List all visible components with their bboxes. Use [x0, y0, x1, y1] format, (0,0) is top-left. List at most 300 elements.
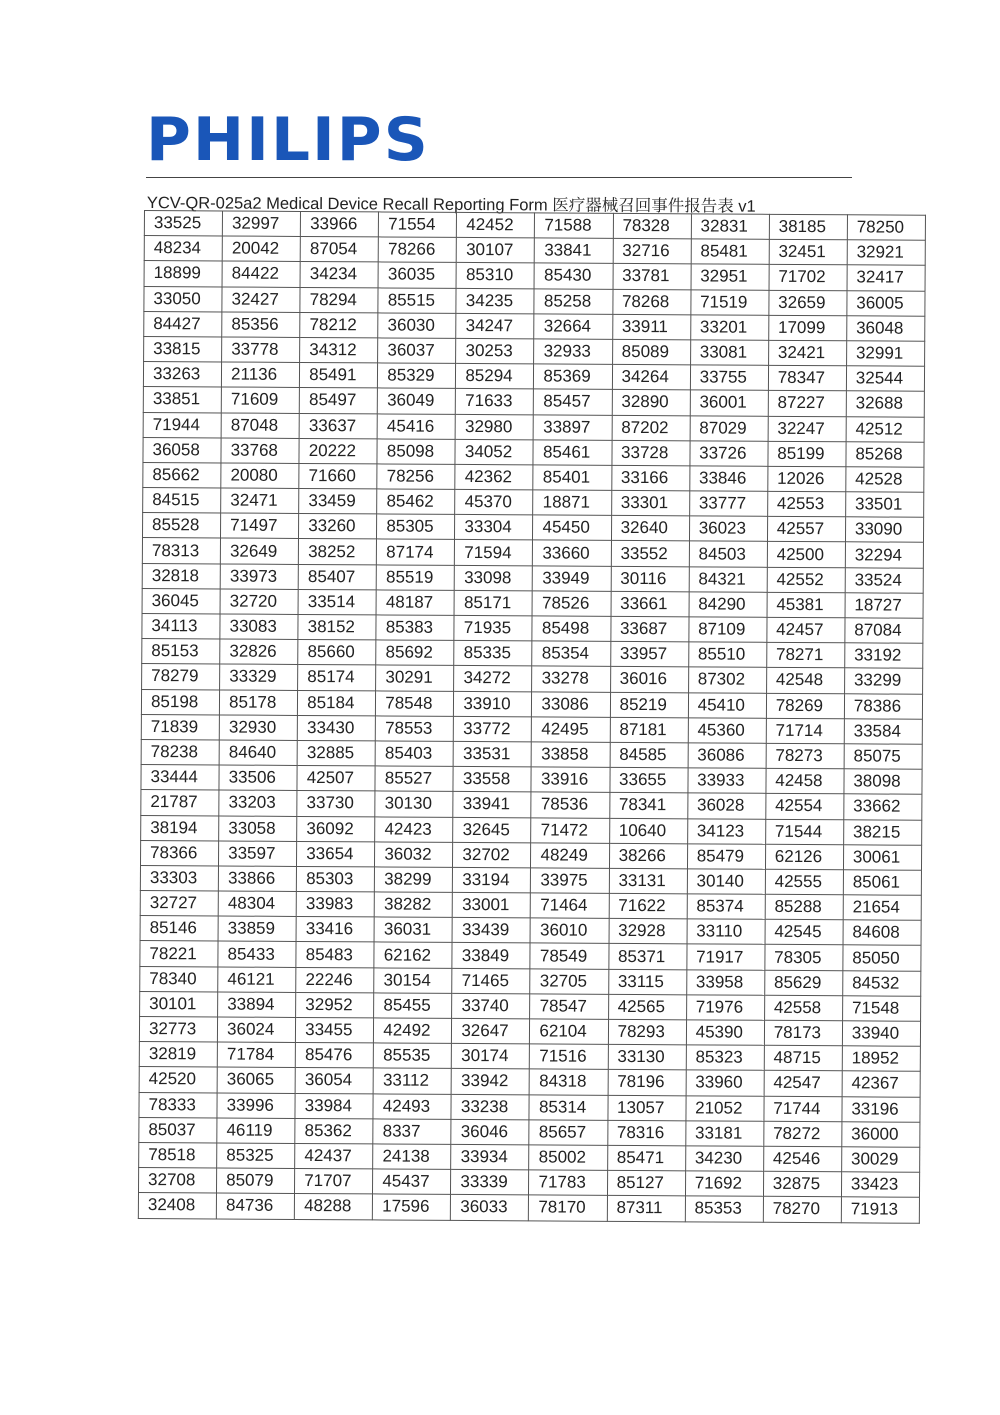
table-cell: 33203: [219, 790, 297, 816]
table-cell: 85371: [608, 944, 686, 970]
philips-logo: PHILIPS: [146, 105, 430, 175]
table-cell: 33781: [613, 264, 691, 290]
table-cell: 33654: [297, 841, 375, 867]
table-cell: 87174: [377, 539, 455, 565]
table-cell: 85455: [374, 993, 452, 1019]
table-cell: 78256: [377, 464, 455, 490]
table-cell: 32980: [455, 414, 533, 440]
table-cell: 62126: [765, 844, 843, 870]
table-cell: 34272: [454, 666, 532, 692]
table-cell: 33897: [534, 414, 612, 440]
table-cell: 85383: [376, 615, 454, 641]
table-cell: 71544: [765, 819, 843, 845]
table-cell: 85535: [374, 1043, 452, 1069]
table-cell: 71976: [686, 995, 764, 1021]
table-cell: 36046: [451, 1119, 529, 1145]
table-cell: 17099: [768, 315, 846, 341]
table-cell: 34052: [455, 439, 533, 465]
table-cell: 78170: [529, 1195, 607, 1221]
table-cell: 71594: [455, 540, 533, 566]
table-cell: 42423: [375, 816, 453, 842]
table-cell: 36028: [687, 793, 765, 819]
table-cell: 32640: [611, 516, 689, 542]
table-cell: 33660: [533, 540, 611, 566]
table-cell: 33846: [689, 466, 767, 492]
table-cell: 85314: [529, 1094, 607, 1120]
table-cell: 38252: [299, 539, 377, 565]
table-cell: 33949: [533, 566, 611, 592]
table-cell: 85325: [217, 1143, 295, 1169]
table-cell: 34312: [300, 337, 378, 363]
table-cell: 20042: [222, 236, 300, 262]
table-cell: 32427: [222, 287, 300, 313]
table-cell: 33260: [299, 514, 377, 540]
table-cell: 20080: [221, 463, 299, 489]
table-cell: 42565: [608, 994, 686, 1020]
table-cell: 71784: [217, 1042, 295, 1068]
table-cell: 78272: [764, 1121, 842, 1147]
table-cell: 85258: [534, 288, 612, 314]
table-cell: 32997: [222, 211, 300, 237]
table-cell: 85075: [844, 744, 922, 770]
table-cell: 33661: [611, 591, 689, 617]
table-cell: 85515: [378, 287, 456, 313]
table-cell: 42367: [842, 1071, 920, 1097]
table-cell: 32471: [221, 488, 299, 514]
table-cell: 42528: [846, 467, 924, 493]
table-cell: 32951: [691, 264, 769, 290]
table-cell: 71660: [299, 463, 377, 489]
table-cell: 42555: [765, 869, 843, 895]
table-cell: 33777: [689, 491, 767, 517]
table-cell: 32421: [768, 340, 846, 366]
table-cell: 78386: [844, 693, 922, 719]
table-cell: 85268: [846, 441, 924, 467]
table-cell: 45410: [688, 692, 766, 718]
table-cell: 85305: [377, 514, 455, 540]
recall-number-table-container: [138, 210, 926, 1223]
table-cell: 85127: [607, 1170, 685, 1196]
table-cell: 32664: [534, 314, 612, 340]
table-cell: 33086: [532, 691, 610, 717]
table-cell: 33081: [690, 340, 768, 366]
table-cell: 42546: [763, 1146, 841, 1172]
table-cell: 71935: [454, 615, 532, 641]
table-cell: 42458: [766, 768, 844, 794]
table-cell: 33941: [453, 792, 531, 818]
table-cell: 33131: [609, 868, 687, 894]
table-cell: 36000: [842, 1122, 920, 1148]
table-cell: 32408: [138, 1193, 216, 1219]
table-cell: 18871: [533, 490, 611, 516]
table-cell: 33506: [219, 765, 297, 791]
table-cell: 42457: [767, 617, 845, 643]
table-cell: 33459: [299, 489, 377, 515]
table-cell: 71472: [531, 817, 609, 843]
table-cell: 42512: [846, 416, 924, 442]
table-cell: 36032: [375, 842, 453, 868]
table-cell: 32885: [297, 740, 375, 766]
table-cell: 48234: [144, 236, 222, 262]
table-cell: 33942: [451, 1069, 529, 1095]
table-cell: 85481: [691, 239, 769, 265]
table-cell: 33525: [144, 211, 222, 237]
table-cell: 84318: [530, 1069, 608, 1095]
table-cell: 87181: [610, 717, 688, 743]
table-cell: 33196: [842, 1096, 920, 1122]
table-cell: 36058: [143, 437, 221, 463]
table-cell: 78333: [139, 1092, 217, 1118]
table-cell: 21654: [843, 895, 921, 921]
table-cell: 38299: [375, 867, 453, 893]
table-cell: 30140: [687, 869, 765, 895]
table-cell: 71707: [295, 1169, 373, 1195]
table-cell: 78316: [607, 1120, 685, 1146]
table-cell: 85061: [843, 870, 921, 896]
table-cell: 42552: [767, 567, 845, 593]
table-cell: 71609: [221, 387, 299, 413]
table-cell: 85461: [533, 440, 611, 466]
table-cell: 36035: [378, 262, 456, 288]
table-cell: 33841: [535, 238, 613, 264]
table-cell: 85401: [533, 465, 611, 491]
table-cell: 33960: [686, 1070, 764, 1096]
table-cell: 84532: [843, 970, 921, 996]
recall-number-table: [138, 210, 926, 1223]
table-cell: 85527: [375, 766, 453, 792]
table-cell: 33851: [143, 387, 221, 413]
table-cell: 85629: [764, 970, 842, 996]
table-cell: 85353: [685, 1196, 763, 1222]
table-cell: 33339: [451, 1170, 529, 1196]
table-cell: 71588: [535, 213, 613, 239]
table-cell: 78549: [530, 943, 608, 969]
table-cell: 46121: [218, 967, 296, 993]
table-cell: 71783: [529, 1170, 607, 1196]
table-cell: 33201: [690, 315, 768, 341]
table-cell: 45381: [767, 592, 845, 618]
table-cell: 85692: [376, 640, 454, 666]
table-cell: 33984: [295, 1093, 373, 1119]
table-cell: 32649: [220, 538, 298, 564]
table-cell: 32773: [139, 1016, 217, 1042]
table-cell: 85303: [297, 866, 375, 892]
table-cell: 20222: [299, 438, 377, 464]
table-cell: 33916: [531, 767, 609, 793]
table-cell: 71944: [143, 412, 221, 438]
table-cell: 87054: [300, 237, 378, 263]
table-cell: 85178: [220, 690, 298, 716]
table-cell: 45360: [688, 718, 766, 744]
table-cell: 85002: [529, 1145, 607, 1171]
table-cell: 71464: [531, 893, 609, 919]
table-cell: 85356: [222, 312, 300, 338]
table-cell: 42557: [767, 517, 845, 543]
table-cell: 42547: [764, 1071, 842, 1097]
table-cell: 85471: [607, 1145, 685, 1171]
table-cell: 48715: [764, 1045, 842, 1071]
table-cell: 33304: [455, 515, 533, 541]
table-cell: 33597: [219, 841, 297, 867]
header-rule: [146, 177, 852, 178]
table-cell: 46119: [217, 1118, 295, 1144]
table-cell: 36016: [610, 667, 688, 693]
table-cell: 30154: [374, 968, 452, 994]
table-cell: 30291: [376, 665, 454, 691]
table-cell: 78341: [609, 793, 687, 819]
table-cell: 85288: [765, 894, 843, 920]
table-cell: 32933: [534, 339, 612, 365]
table-cell: 85660: [298, 640, 376, 666]
table-cell: 78293: [608, 1019, 686, 1045]
table-cell: 33815: [144, 336, 222, 362]
table-cell: 85407: [298, 564, 376, 590]
table-cell: 33957: [610, 642, 688, 668]
table-cell: 33329: [220, 664, 298, 690]
table-cell: 33181: [685, 1121, 763, 1147]
table-cell: 42548: [766, 668, 844, 694]
table-cell: 36037: [378, 338, 456, 364]
table-cell: 85374: [687, 894, 765, 920]
table-cell: 32928: [609, 919, 687, 945]
table-cell: 85662: [143, 462, 221, 488]
table-cell: 85335: [454, 641, 532, 667]
table-cell: 84585: [610, 742, 688, 768]
table-cell: 32544: [846, 366, 924, 392]
table-cell: 33501: [845, 492, 923, 518]
table-cell: 33933: [688, 768, 766, 794]
table-cell: 36023: [689, 516, 767, 542]
table-cell: 30253: [456, 338, 534, 364]
table-cell: 33772: [454, 716, 532, 742]
table-cell: 38266: [609, 843, 687, 869]
table-cell: 32819: [139, 1042, 217, 1068]
table-cell: 22246: [296, 967, 374, 993]
table-cell: 71692: [685, 1171, 763, 1197]
table-cell: 71548: [842, 996, 920, 1022]
table-cell: 85519: [376, 565, 454, 591]
table-cell: 78173: [764, 1020, 842, 1046]
table-cell: 18952: [842, 1046, 920, 1072]
table-cell: 84736: [216, 1193, 294, 1219]
table-cell: 85219: [610, 692, 688, 718]
table-cell: 33083: [220, 614, 298, 640]
table-cell: 33299: [844, 668, 922, 694]
table-cell: 85098: [377, 439, 455, 465]
table-cell: 33859: [218, 916, 296, 942]
table-cell: 85362: [295, 1118, 373, 1144]
document-title: YCV-QR-025a2 Medical Device Recall Reporting Form 医疗器械召回事件报告表 v1: [146, 193, 756, 216]
table-cell: 33192: [845, 643, 923, 669]
table-cell: 85354: [532, 641, 610, 667]
table-cell: 21136: [222, 362, 300, 388]
table-cell: 33958: [686, 969, 764, 995]
table-cell: 84427: [144, 311, 222, 337]
table-body: [138, 211, 925, 1223]
table-cell: 85174: [298, 665, 376, 691]
table-cell: 32708: [138, 1168, 216, 1194]
table-cell: 36092: [297, 816, 375, 842]
table-cell: 78266: [378, 237, 456, 263]
table-cell: 32818: [142, 563, 220, 589]
table-cell: 78347: [768, 365, 846, 391]
table-cell: 34230: [685, 1146, 763, 1172]
table-cell: 8337: [373, 1119, 451, 1145]
table-cell: 32921: [847, 240, 925, 266]
table-cell: 32930: [219, 715, 297, 741]
table-cell: 78279: [142, 664, 220, 690]
table-cell: 33940: [842, 1021, 920, 1047]
table-cell: 42553: [767, 491, 845, 517]
table-cell: 71839: [141, 714, 219, 740]
table-cell: 33166: [611, 465, 689, 491]
table-cell: 85497: [299, 388, 377, 414]
table-cell: 71516: [530, 1044, 608, 1070]
table-cell: 33858: [532, 742, 610, 768]
table-cell: 78547: [530, 994, 608, 1020]
table-cell: 18899: [144, 261, 222, 287]
table-cell: 42437: [295, 1143, 373, 1169]
table-cell: 33098: [455, 565, 533, 591]
table-cell: 32417: [847, 265, 925, 291]
table-cell: 32688: [846, 391, 924, 417]
table-cell: 84503: [689, 541, 767, 567]
table-cell: 32875: [763, 1171, 841, 1197]
table-cell: 78196: [608, 1070, 686, 1096]
table-cell: 32647: [452, 1018, 530, 1044]
table-cell: 87311: [607, 1196, 685, 1222]
table-cell: 78366: [140, 840, 218, 866]
table-cell: 32294: [845, 542, 923, 568]
table-cell: 78269: [766, 693, 844, 719]
table-cell: 48249: [531, 843, 609, 869]
table-cell: 85329: [378, 363, 456, 389]
table-cell: 85403: [375, 741, 453, 767]
table-cell: 38194: [141, 815, 219, 841]
table-cell: 36031: [374, 917, 452, 943]
table-cell: 78238: [141, 739, 219, 765]
table-cell: 33423: [841, 1172, 919, 1198]
table-cell: 33058: [219, 815, 297, 841]
table-cell: 33973: [220, 564, 298, 590]
table-cell: 33637: [299, 413, 377, 439]
table-cell: 78250: [847, 215, 925, 241]
table-cell: 36033: [451, 1195, 529, 1221]
table-cell: 85430: [534, 263, 612, 289]
table-cell: 33439: [452, 918, 530, 944]
table-cell: 87302: [688, 667, 766, 693]
table-cell: 33740: [452, 993, 530, 1019]
table-cell: 71714: [766, 718, 844, 744]
table-cell: 33430: [297, 715, 375, 741]
table-cell: 30174: [452, 1044, 530, 1070]
table-cell: 78313: [142, 538, 220, 564]
table-cell: 78526: [532, 591, 610, 617]
table-cell: 85498: [532, 616, 610, 642]
table-cell: 33730: [297, 791, 375, 817]
table-cell: 32451: [769, 240, 847, 266]
table-cell: 33455: [296, 1017, 374, 1043]
table-cell: 33778: [222, 337, 300, 363]
table-cell: 45390: [686, 1020, 764, 1046]
table-cell: 30116: [611, 566, 689, 592]
table-cell: 33558: [453, 767, 531, 793]
table-cell: 38282: [374, 892, 452, 918]
table-cell: 33112: [373, 1068, 451, 1094]
table-cell: 34247: [456, 313, 534, 339]
table-cell: 32716: [613, 239, 691, 265]
table-cell: 33910: [454, 691, 532, 717]
table-cell: 78340: [140, 966, 218, 992]
table-cell: 84640: [219, 740, 297, 766]
table-cell: 33130: [608, 1045, 686, 1071]
table-cell: 85433: [218, 941, 296, 967]
table-cell: 45450: [533, 515, 611, 541]
table-cell: 85483: [296, 942, 374, 968]
table-cell: 18727: [845, 593, 923, 619]
table-cell: 38152: [298, 614, 376, 640]
table-cell: 32720: [220, 589, 298, 615]
table-cell: 33194: [453, 867, 531, 893]
table-cell: 33584: [844, 719, 922, 745]
table-cell: 85528: [142, 513, 220, 539]
table-cell: 85310: [456, 263, 534, 289]
table-cell: 34234: [300, 262, 378, 288]
table-cell: 71465: [452, 968, 530, 994]
table-cell: 85657: [529, 1120, 607, 1146]
table-cell: 78221: [140, 941, 218, 967]
table-cell: 33115: [608, 969, 686, 995]
table-cell: 85153: [142, 639, 220, 665]
table-cell: 33552: [611, 541, 689, 567]
table-cell: 12026: [768, 466, 846, 492]
table-cell: 78268: [612, 289, 690, 315]
table-cell: 33849: [452, 943, 530, 969]
table-cell: 71554: [379, 212, 457, 238]
table-cell: 33514: [298, 589, 376, 615]
table-cell: 38215: [843, 819, 921, 845]
table-cell: 85323: [686, 1045, 764, 1071]
table-cell: 33726: [690, 441, 768, 467]
table-cell: 32645: [453, 817, 531, 843]
table-cell: 33531: [453, 741, 531, 767]
table-cell: 71519: [691, 289, 769, 315]
table-cell: 30101: [140, 991, 218, 1017]
table-cell: 87084: [845, 618, 923, 644]
table-cell: 36030: [378, 313, 456, 339]
table-cell: 34235: [456, 288, 534, 314]
table-cell: 42554: [766, 794, 844, 820]
table-cell: 62162: [374, 942, 452, 968]
table-cell: 36065: [217, 1067, 295, 1093]
table-cell: 71622: [609, 893, 687, 919]
table-cell: 21787: [141, 790, 219, 816]
table-cell: 36001: [690, 390, 768, 416]
table-cell: 42520: [139, 1067, 217, 1093]
table-cell: 84608: [843, 920, 921, 946]
table-cell: 85199: [768, 441, 846, 467]
table-cell: 32702: [453, 842, 531, 868]
table-cell: 87227: [768, 391, 846, 417]
table-cell: 78553: [376, 716, 454, 742]
table-cell: 71702: [769, 265, 847, 291]
table-cell: 42452: [457, 212, 535, 238]
table-cell: 32991: [846, 341, 924, 367]
table-cell: 32659: [769, 290, 847, 316]
table-cell: 32247: [768, 416, 846, 442]
table-cell: 36049: [378, 388, 456, 414]
table-cell: 33444: [141, 765, 219, 791]
